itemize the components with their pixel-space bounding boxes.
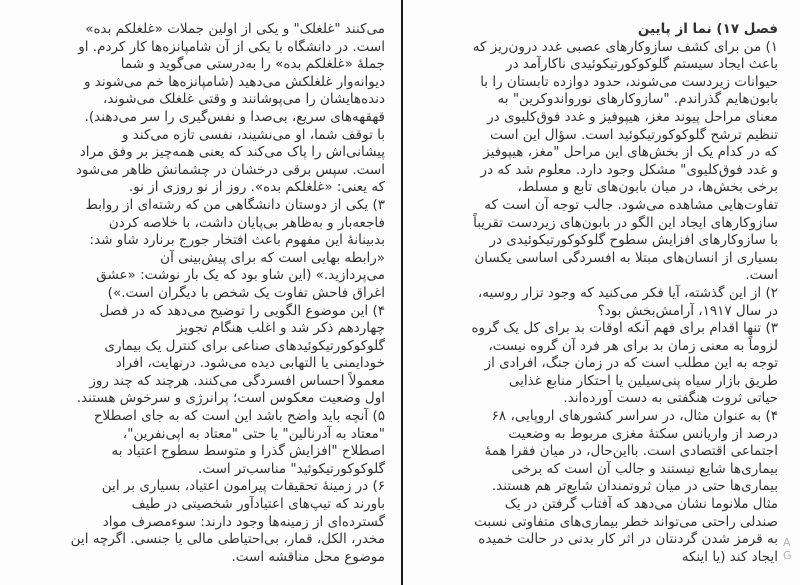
- text-line: در سال ۱۹۱۷، آرامش‌بخش بود؟: [597, 302, 778, 319]
- text-line: اجتماعی اقتصادی است. بااین‌حال، در میان فقرا همهٔ: [484, 443, 778, 460]
- text-line: می‌پردازید.» (این شاو بود که یک بار نوشت: «عشق: [96, 267, 385, 284]
- text-line: صندلی راحتی می‌تواند خطر بیماری‌های متفاوتی نسبت: [474, 513, 778, 530]
- text-line: موضوع محل مناقشه است.: [231, 548, 385, 565]
- text-line: ۱) من برای کشف سازوکارهای عصبی غدد درون‌ریز که: [472, 38, 778, 55]
- text-line: گسترده‌ای از زمینه‌ها وجود دارند: سوءمصرف مواد: [102, 513, 385, 530]
- text-line: و غدد فوق‌کلیوی" مشکل وجود دارد. معلوم شد که در: [480, 161, 778, 178]
- text-line: معمولاً احساس افسردگی می‌کنند. هرچند که چند روز: [89, 372, 385, 389]
- text-line: بدبینانهٔ این مفهوم باعث افتخار جورج برنارد شاو شد:: [89, 232, 385, 249]
- text-line: «رابطه بهایی است که برای پیش‌بینی آن: [160, 249, 385, 266]
- text-line: طریق بازار سیاه پنی‌سیلین یا احتکار منابع غذایی: [508, 372, 778, 389]
- text-line: که در کدام یک از بخش‌های این مراحل "مغز، هیپوفیز: [483, 144, 778, 161]
- text-line: به قرمز شدن گردنتان در اثر کار بدنی در حالت خمیده: [478, 531, 778, 548]
- text-line: فاجعه‌بار و به‌ظاهر بی‌پایان داشت، با خلاصه کردن: [108, 214, 385, 231]
- right-page-text-column: [418, 21, 778, 566]
- text-line: حیاتی ثروت هنگفتی به دست آورده‌اند.: [563, 390, 778, 407]
- text-line: گلوکوکورتیکوئید" مناسب‌تر است.: [198, 460, 385, 477]
- text-line: با توقف شما، او می‌نشیند، نفسی تازه می‌کند و: [121, 126, 385, 143]
- text-line: است. سپس برقی درخشان در چشمانش ظاهر می‌شود: [75, 161, 385, 178]
- text-line: با سازوکارهای افزایش سطوح گلوکوکورتیکوئیدی در: [489, 232, 778, 249]
- text-line: معنای مراحل پیوند مغز، هیپوفیز و غدد فوق‌کلیوی در: [487, 108, 778, 125]
- text-line: ۲) از این گذشته، آیا فکر می‌کنید که وجود تزار روسیه،: [477, 284, 778, 301]
- text-line: درصد از واریانس سکتهٔ مغزی مربوط به وضعیت: [508, 425, 778, 442]
- text-line: دیوانه‌وار غلغلکش می‌دهید (شامپانزه‌ها خم می‌شوند و: [83, 73, 385, 90]
- right-page: [403, 0, 800, 585]
- text-line: ایجاد کند (یا اینکه: [681, 548, 778, 565]
- text-line: ۴) به عنوان مثال، در سراسر کشورهای اروپایی، ۶۸: [491, 408, 778, 425]
- text-line: اول وضعیت معکوس است؛ پرانرژی و سرخوش هستند.: [76, 390, 385, 407]
- edge-watermark: [783, 536, 799, 562]
- text-line: گلوکوکورتیکوئیدهای صناعی برای کنترل یک بیماری: [104, 337, 385, 354]
- text-line: اصطلاح "افزایش گذرا و متوسط سطوح اعتیاد به: [111, 443, 385, 460]
- text-line: بیماری‌ها حتی در میان ثروتمندان شایع‌تر هم هستند.: [491, 478, 778, 495]
- text-line: تنظیم ترشح گلوکوکورتیکوئید است. سؤال این است: [490, 126, 778, 143]
- text-line: جملهٔ «غلغلکم بده» را به‌درستی می‌گوید و شما: [120, 56, 385, 73]
- right-page-body-lines: [418, 39, 778, 567]
- watermark-letter-a: A: [783, 536, 791, 549]
- text-line: "معتاد به آدرنالین" یا حتی "معتاد به اپی‌نفرین"،: [122, 425, 385, 442]
- text-line: باعث ایجاد سیستم گلوکوکورتیکوئیدی ناکارآمد در: [506, 56, 778, 73]
- text-line: قهقهه‌های سریع، بی‌صدا و نفس‌گیری را سر می‌دهند).: [84, 108, 385, 125]
- text-line: مثال ملانوما نشان می‌دهد که آفتاب گرفتن در یک: [504, 496, 778, 513]
- text-line: بیماری‌ها شایع نیستند و جالب آن است که برخی: [511, 460, 778, 477]
- text-line: سازوکارهای ایجاد این الگو در بابون‌های زیردست تقریباً: [473, 214, 778, 231]
- text-line: چهاردهم ذکر شد و اغلب هنگام تجویز: [176, 320, 385, 337]
- watermark-letter-g: G: [783, 549, 792, 562]
- text-line: حیوانات زیردست می‌شوند، حدود دوازده تابستان را با: [480, 73, 778, 90]
- text-line: است. در دانشگاه با یکی از آن شامپانزه‌ها کار کردم. او: [78, 38, 385, 55]
- text-line: مخدر، الکل، قمار، بی‌احتیاطی مالی یا جنسی. اگرچه این: [70, 531, 385, 548]
- text-line: ۵) آنچه باید واضح باشد این است که به جای اصطلاح: [93, 408, 385, 425]
- left-page-text-column: [45, 21, 385, 566]
- text-line: تفاوت‌هایی مشاهده می‌شود. جالب توجه آن است که: [484, 196, 778, 213]
- text-line: لزوماً به معنی زمان بد برای هر فرد آن گروه نیست،: [488, 337, 778, 354]
- text-line: برخی بخش‌ها، در میان بابون‌های تابع و مسلط،: [517, 179, 778, 196]
- text-line: ۴) این موضوع الگویی را توضیح می‌دهد که در فصل: [99, 302, 385, 319]
- text-line: خودایمنی یا التهابی دیده می‌شود. درنهایت، افراد: [115, 355, 385, 372]
- text-line: پیشانی‌اش را پاک می‌کند که یعنی همه‌چیز بر وفق مراد: [79, 144, 385, 161]
- text-line: ۳) یکی از دوستان دانشگاهی من که رشته‌ای از روابط: [85, 196, 385, 213]
- text-line: ۳) تنها اقدام برای فهم آنکه اوقات بد برای کل یک گروه: [471, 320, 778, 337]
- chapter-heading: فصل ۱۷) نما از پایین: [637, 21, 778, 37]
- text-line: ۶) در زمینهٔ تحقیقات پیرامون اعتیاد، بسیاری بر این: [101, 478, 385, 495]
- text-line: می‌کنند "غلغلک" و یکی از اولین جملات «غلغلکم بده»: [85, 21, 385, 37]
- text-line: توجه به این مطلب است که در زمان جنگ، افرادی از: [484, 355, 778, 372]
- text-line: اغراق فاحش تفاوت یک شخص با دیگران است.»): [107, 284, 385, 301]
- text-line: است.: [745, 267, 778, 284]
- text-line: بسیاری از انسان‌های مبتلا به افسردگی اساسی یکسان: [474, 249, 778, 266]
- text-line: دنده‌هایشان را می‌پوشانند و وقتی غلغلک می‌شوند،: [103, 91, 385, 108]
- text-line: بابون‌هایم گذراندم. "سازوکارهای نورواندوکرین" به: [497, 91, 778, 108]
- text-line: که یعنی: «غلغلکم بده». روز از نو روزی از نو.: [128, 179, 385, 196]
- text-line: باورند که تیپ‌های اعتیادآور شخصیتی در طیف: [131, 496, 385, 513]
